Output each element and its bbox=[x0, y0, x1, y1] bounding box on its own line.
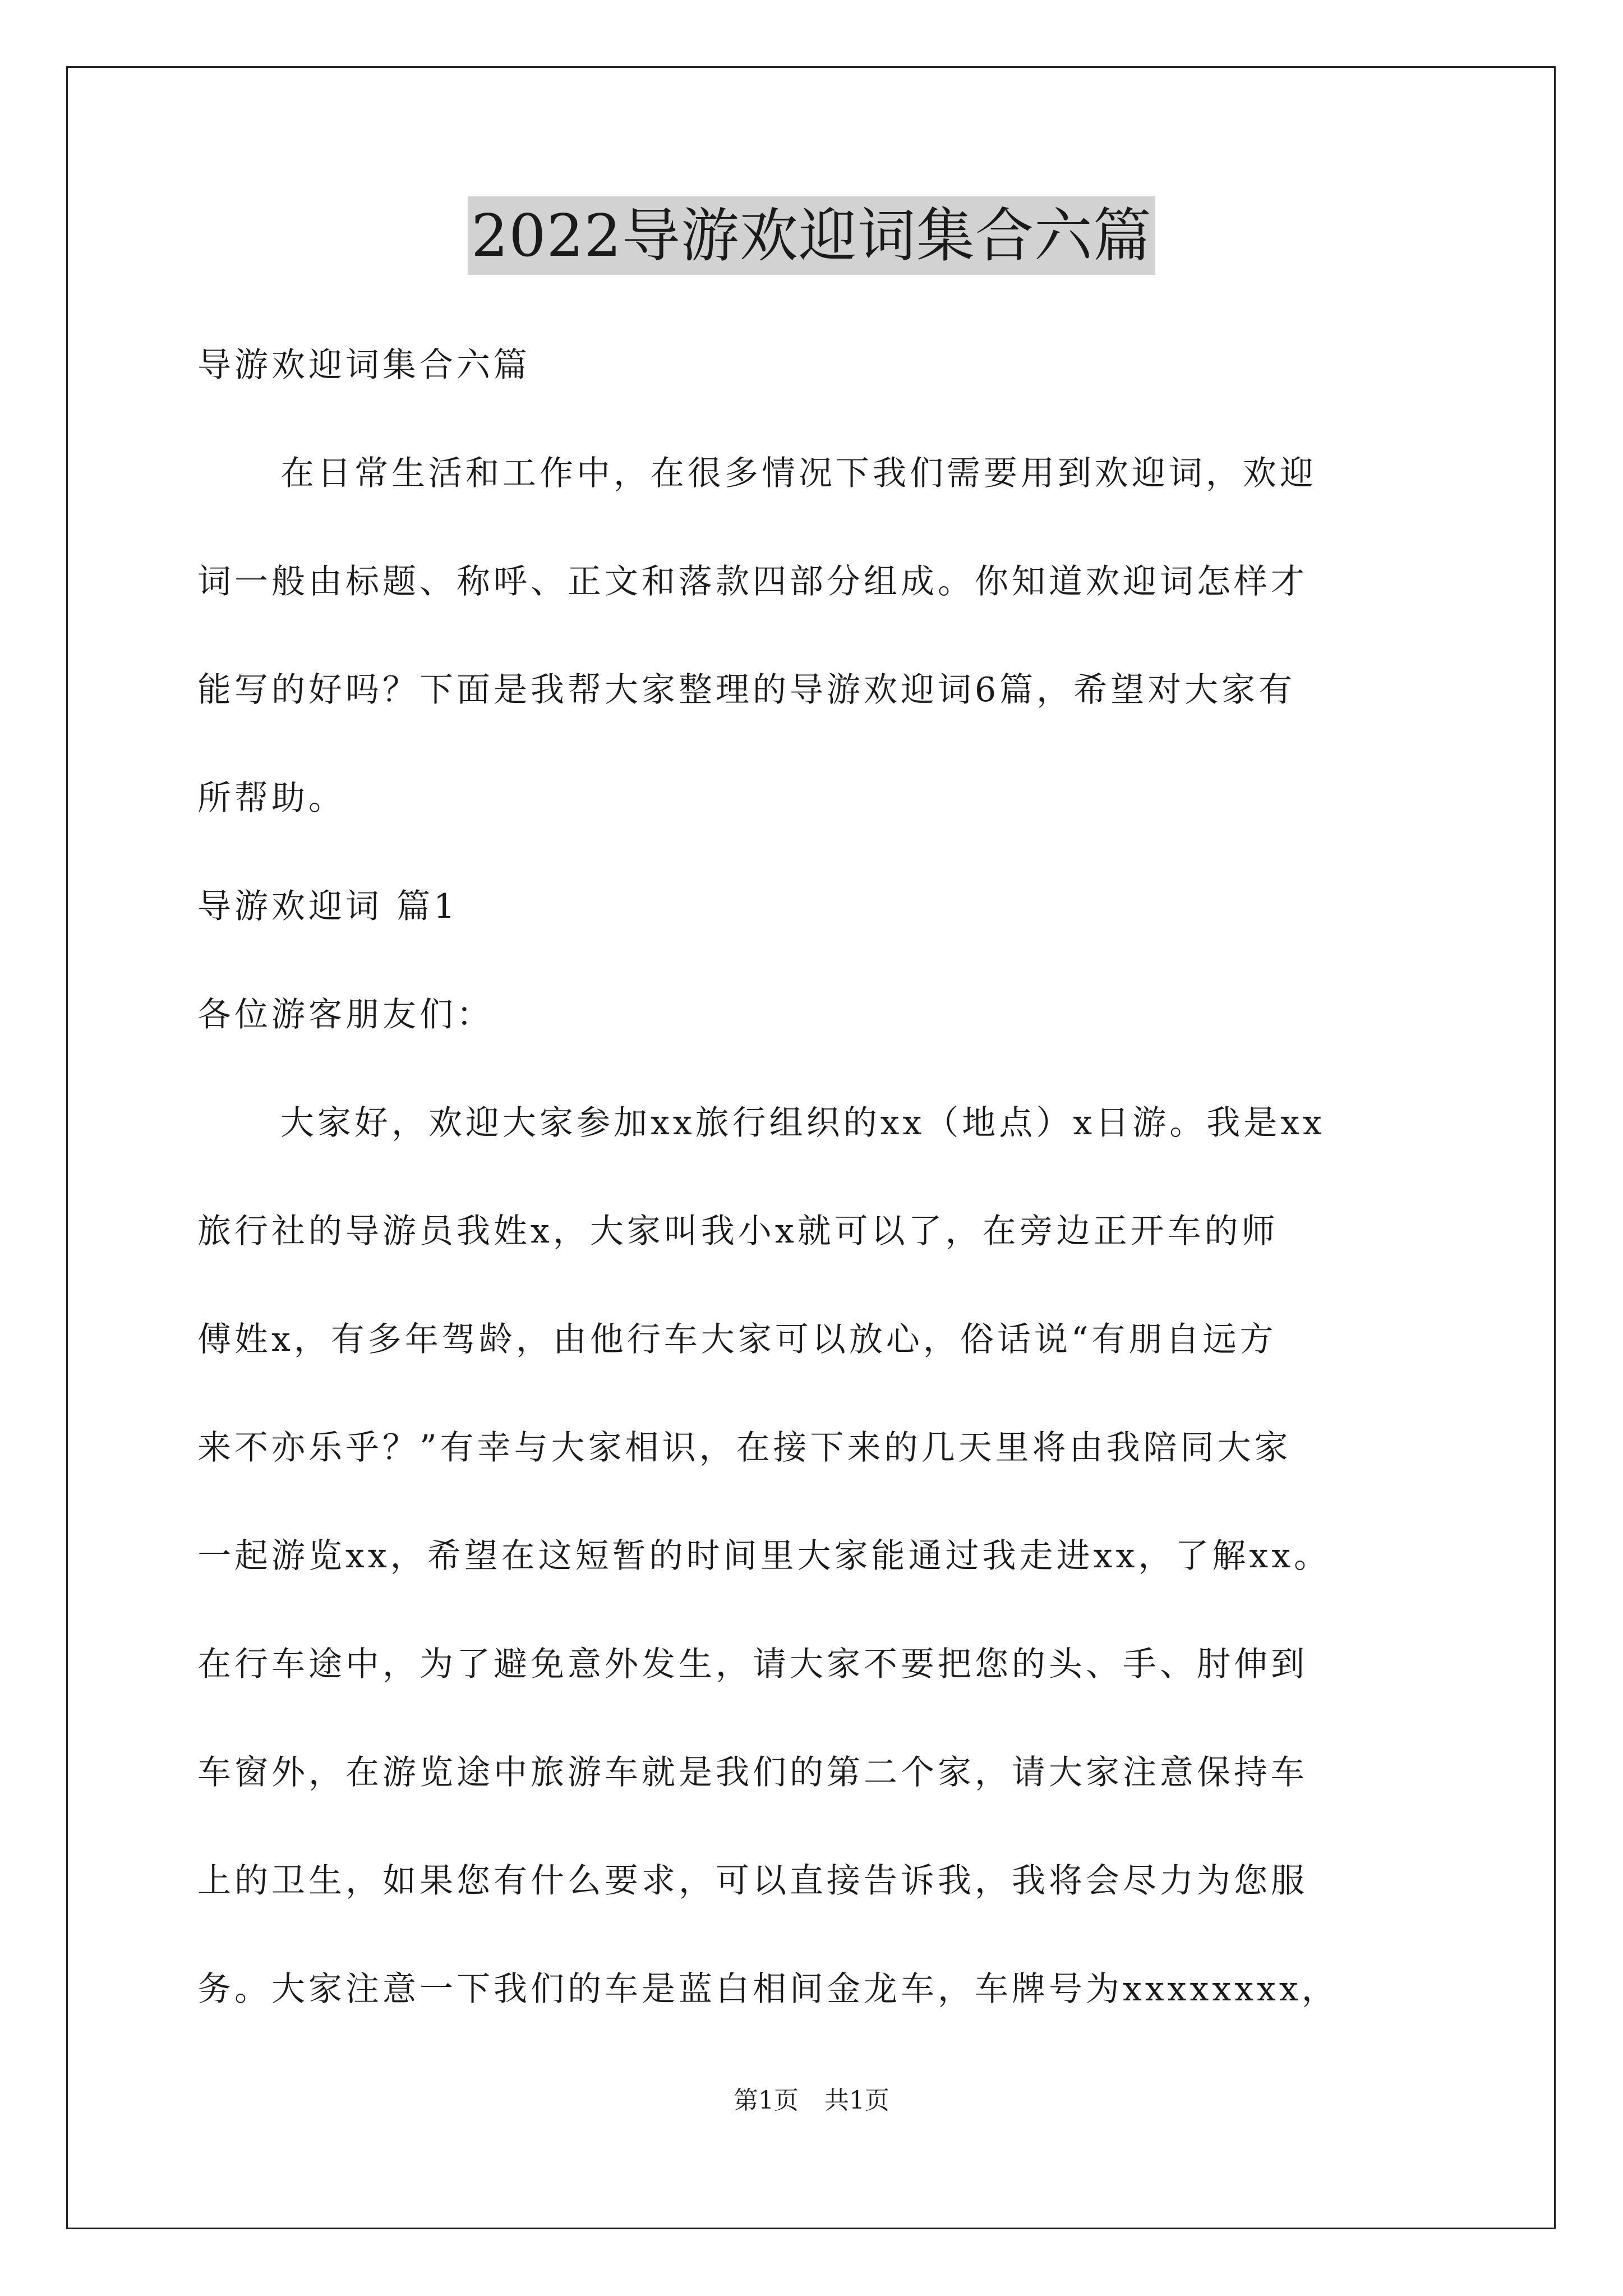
salutation-line: 各位游客朋友们： bbox=[197, 995, 494, 1034]
document-body bbox=[197, 311, 1431, 2044]
page-number-current: 第1页 bbox=[734, 2086, 799, 2115]
paragraph-line: 所帮助。 bbox=[197, 779, 345, 818]
paragraph-line: 一起游览xx，希望在这短暂的时间里大家能通过我走进xx，了解xx。 bbox=[197, 1536, 1331, 1576]
paragraph-line: 词一般由标题、称呼、正文和落款四部分组成。你知道欢迎词怎样才 bbox=[197, 562, 1308, 601]
paragraph-line: 上的卫生，如果您有什么要求，可以直接告诉我，我将会尽力为您服 bbox=[197, 1861, 1308, 1901]
paragraph-line: 来不亦乐乎？”有幸与大家相识，在接下来的几天里将由我陪同大家 bbox=[197, 1428, 1292, 1467]
paragraph-line: 旅行社的导游员我姓x，大家叫我小x就可以了，在旁边正开车的师 bbox=[197, 1212, 1279, 1251]
page-number-total: 共1页 bbox=[824, 2086, 889, 2115]
title-container bbox=[0, 196, 1623, 275]
page-footer bbox=[0, 2084, 1623, 2118]
paragraph-line: 能写的好吗？下面是我帮大家整理的导游欢迎词6篇，希望对大家有 bbox=[197, 670, 1296, 710]
document-title: 2022导游欢迎词集合六篇 bbox=[468, 196, 1155, 275]
section-heading: 导游欢迎词 篇1 bbox=[197, 887, 459, 926]
paragraph-line: 在行车途中，为了避免意外发生，请大家不要把您的头、手、肘伸到 bbox=[197, 1645, 1308, 1684]
paragraph-line: 车窗外，在游览途中旅游车就是我们的第二个家，请大家注意保持车 bbox=[197, 1753, 1308, 1792]
paragraph-line: 务。大家注意一下我们的车是蓝白相间金龙车，车牌号为xxxxxxxx， bbox=[197, 1970, 1339, 2009]
paragraph-line: 在日常生活和工作中，在很多情况下我们需要用到欢迎词，欢迎 bbox=[280, 454, 1317, 493]
paragraph-line: 傅姓x，有多年驾龄，由他行车大家可以放心，俗话说“有朋自远方 bbox=[197, 1320, 1277, 1359]
subtitle-line: 导游欢迎词集合六篇 bbox=[197, 346, 531, 385]
paragraph-line: 大家好，欢迎大家参加xx旅行组织的xx（地点）x日游。我是xx bbox=[280, 1103, 1325, 1143]
